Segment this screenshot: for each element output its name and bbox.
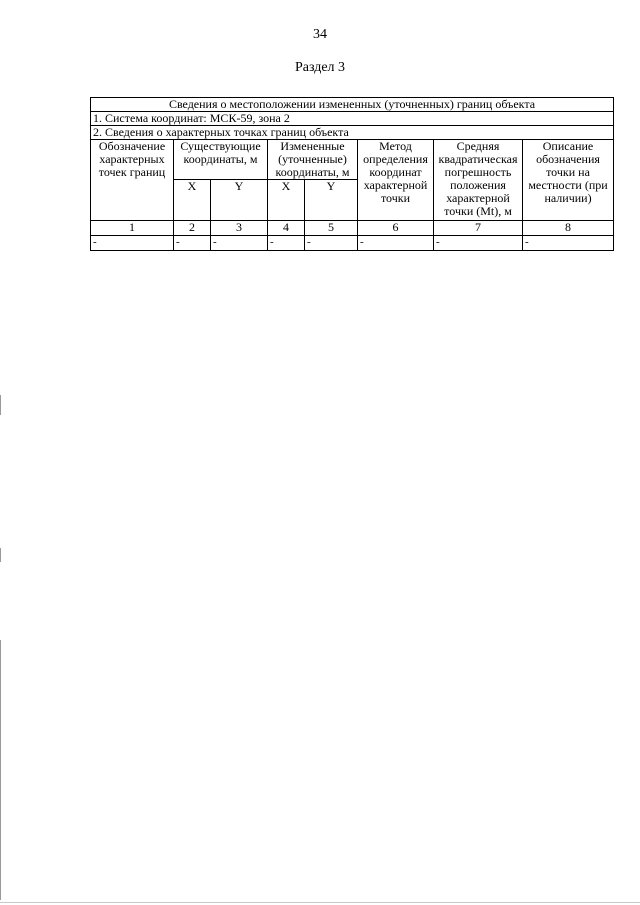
- column-number-1: 1: [91, 221, 174, 236]
- header-mean-error: Средняя квадратическая погрешность положения характерной точки (Mt), м: [434, 140, 523, 221]
- data-cell: -: [211, 236, 268, 251]
- header-existing-coordinates: Существующие координаты, м: [174, 140, 268, 180]
- data-cell: -: [523, 236, 614, 251]
- scan-artifact: [0, 640, 1, 900]
- subheader-changed-x: X: [268, 180, 305, 221]
- scan-artifact: [0, 548, 1, 562]
- coordinates-table: [90, 97, 614, 251]
- column-number-2: 2: [174, 221, 211, 236]
- column-number-8: 8: [523, 221, 614, 236]
- data-cell: -: [91, 236, 174, 251]
- subheader-existing-x: X: [174, 180, 211, 221]
- subheader-changed-y: Y: [305, 180, 358, 221]
- header-changed-coordinates: Измененные (уточненные) координаты, м: [268, 140, 358, 180]
- scan-artifact: [0, 902, 640, 903]
- column-number-6: 6: [358, 221, 434, 236]
- header-description: Описание обозначения точки на местности (при наличии): [523, 140, 614, 221]
- boundary-points-row: 2. Сведения о характерных точках границ объекта: [91, 126, 614, 140]
- data-cell: -: [268, 236, 305, 251]
- column-number-7: 7: [434, 221, 523, 236]
- data-cell: -: [174, 236, 211, 251]
- column-number-4: 4: [268, 221, 305, 236]
- subheader-existing-y: Y: [211, 180, 268, 221]
- header-method: Метод определения координат характерной точки: [358, 140, 434, 221]
- section-title: Раздел 3: [294, 60, 346, 75]
- column-number-3: 3: [211, 221, 268, 236]
- data-cell: -: [305, 236, 358, 251]
- header-point-designation: Обозначение характерных точек границ: [91, 140, 174, 221]
- page-number: 34: [313, 27, 327, 42]
- scan-artifact: [0, 395, 1, 415]
- column-number-5: 5: [305, 221, 358, 236]
- data-cell: -: [358, 236, 434, 251]
- table-title: Сведения о местоположении измененных (уточненных) границ объекта: [91, 98, 614, 112]
- coordinate-system-row: 1. Система координат: МСК-59, зона 2: [91, 112, 614, 126]
- data-cell: -: [434, 236, 523, 251]
